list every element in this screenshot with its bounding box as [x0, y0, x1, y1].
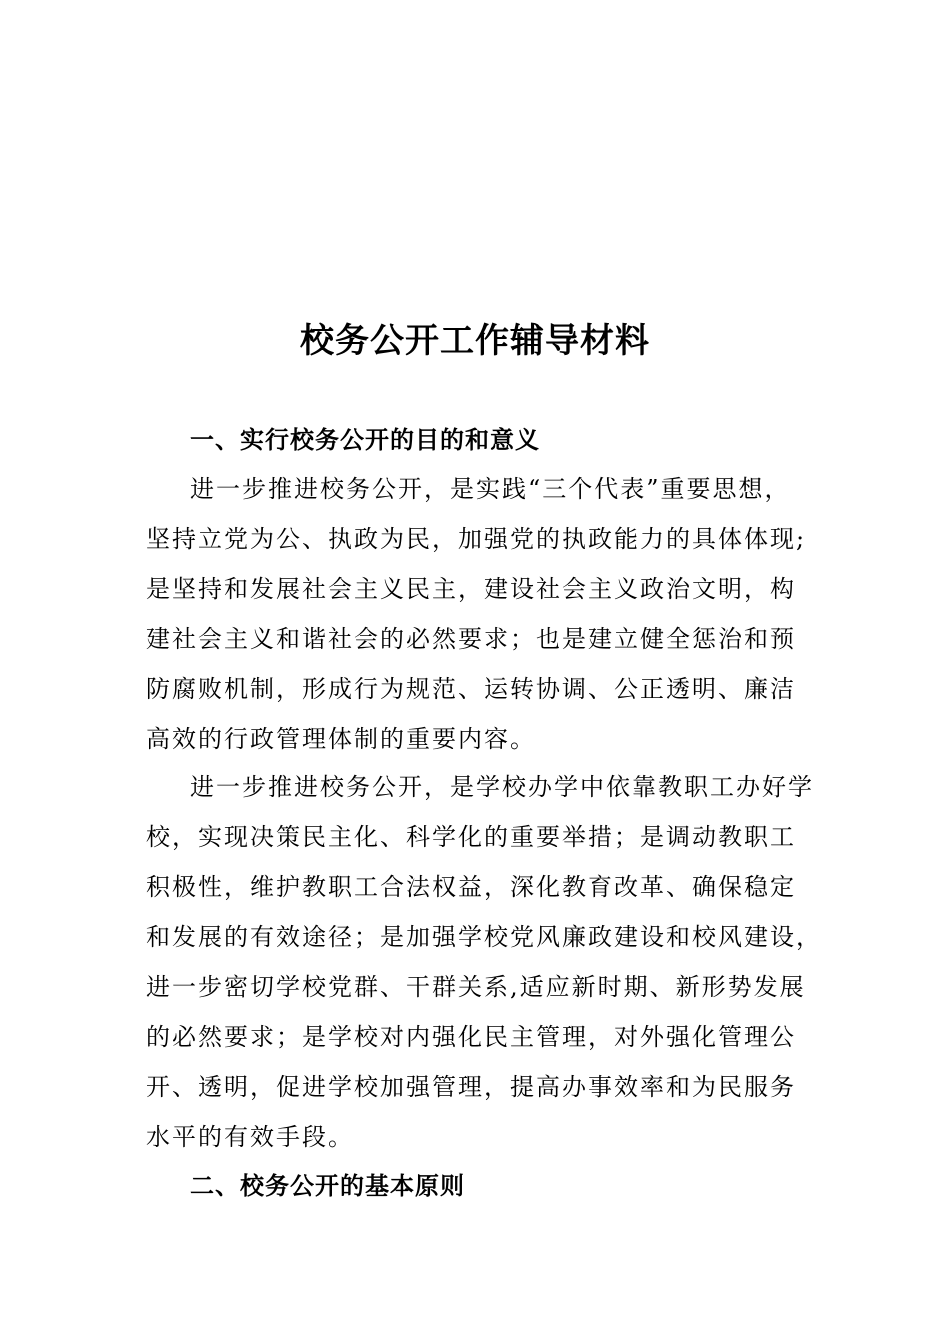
paragraph-line: 坚持立党为公、执政为民，加强党的执政能力的具体体现;	[146, 525, 807, 553]
paragraph-line: 进一步推进校务公开，是学校办学中依靠教职工办好学	[190, 773, 814, 801]
paragraph-line: 开、透明，促进学校加强管理，提高办事效率和为民服务	[146, 1073, 796, 1101]
section-heading-1: 一、实行校务公开的目的和意义	[190, 426, 540, 454]
document-title: 校务公开工作辅导材料	[300, 321, 650, 361]
paragraph-line: 高效的行政管理体制的重要内容。	[146, 725, 536, 753]
paragraph-line: 是坚持和发展社会主义民主，建设社会主义政治文明，构	[146, 575, 796, 603]
section-heading-2: 二、校务公开的基本原则	[190, 1172, 465, 1200]
paragraph-line: 进一步密切学校党群、干群关系,适应新时期、新形势发展	[146, 973, 806, 1001]
paragraph-line: 水平的有效手段。	[146, 1123, 354, 1151]
paragraph-line: 校，实现决策民主化、科学化的重要举措；是调动教职工	[146, 823, 796, 851]
paragraph-line: 建社会主义和谐社会的必然要求；也是建立健全惩治和预	[146, 625, 796, 653]
paragraph-line: 的必然要求；是学校对内强化民主管理，对外强化管理公	[146, 1023, 796, 1051]
paragraph-line: 和发展的有效途径；是加强学校党风廉政建设和校风建设，	[146, 923, 822, 951]
paragraph-2	[146, 768, 822, 1168]
paragraph-1	[146, 470, 806, 770]
paragraph-line: 防腐败机制，形成行为规范、运转协调、公正透明、廉洁	[146, 675, 796, 703]
paragraph-line: 进一步推进校务公开，是实践“三个代表”重要思想，	[190, 475, 791, 503]
paragraph-line: 积极性，维护教职工合法权益，深化教育改革、确保稳定	[146, 873, 796, 901]
